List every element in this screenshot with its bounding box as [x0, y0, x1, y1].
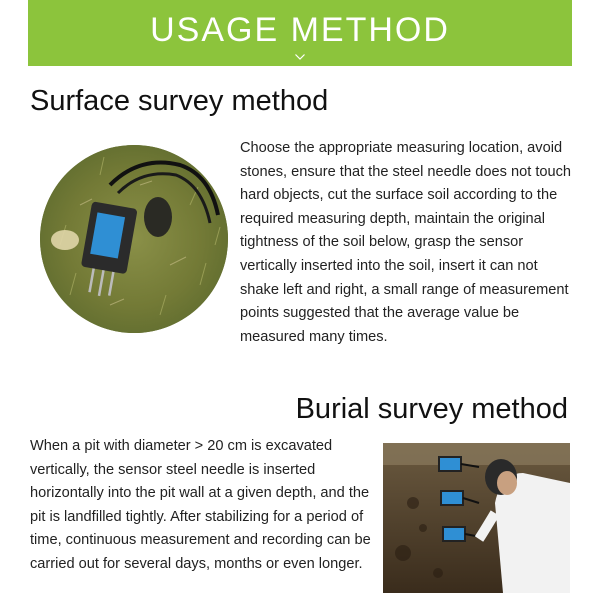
surface-survey-heading: Surface survey method: [30, 85, 329, 117]
banner-title: USAGE METHOD: [150, 11, 450, 49]
surface-sensor-illustration: [40, 145, 228, 333]
surface-sensor-photo: [40, 145, 228, 333]
chevron-down-icon: [295, 54, 305, 60]
surface-survey-text: Choose the appropriate measuring location, avoid stones, ensure that the steel needle does not touch hard objects, cut the surface soil according to the required measuring depth, maintain the original tightness of the soil below, grasp the sensor vertically inserted into the soil, insert it can not shake left and right, a small range of measurement points suggested that the average value be measured many times.: [240, 140, 572, 345]
burial-sensor-photo: [383, 443, 570, 593]
burial-sensor-illustration: [383, 443, 570, 593]
usage-method-banner: [28, 0, 572, 66]
burial-survey-heading: Burial survey method: [295, 393, 568, 425]
burial-survey-text: When a pit with diameter > 20 cm is excavated vertically, the sensor steel needle is inserted horizontally into the pit wall at a given depth, and the pit is landfilled tightly. After stabilizing for a period of time, continuous measurement and recording can be carried out for several days, months or even longer.: [30, 438, 371, 572]
